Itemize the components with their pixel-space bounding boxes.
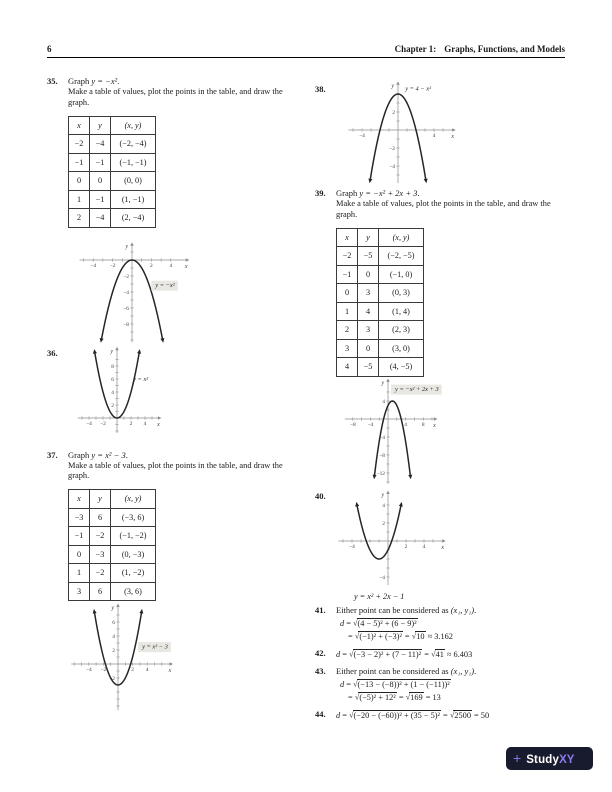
solution-line: d = √(−20 − (−60))² + (35 − 5)² = √2500 = 50 bbox=[336, 710, 490, 720]
graph-37 bbox=[68, 602, 305, 716]
svg-text:−2: −2 bbox=[109, 676, 115, 683]
solution-line: = √(−5)² + 12² = √169 = 13 bbox=[348, 692, 441, 702]
title-suffix: . bbox=[125, 449, 128, 460]
svg-text:8: 8 bbox=[421, 421, 425, 428]
problem-number: 35. bbox=[47, 76, 58, 86]
svg-text:x: x bbox=[168, 668, 172, 675]
svg-text:x: x bbox=[451, 134, 455, 140]
brand-text bbox=[526, 750, 574, 768]
problem-42-line bbox=[315, 648, 579, 661]
svg-text:4: 4 bbox=[111, 389, 114, 396]
title-prefix: Graph bbox=[336, 188, 360, 198]
graph-35 bbox=[76, 240, 305, 346]
intro-text bbox=[336, 605, 579, 616]
problem-39-title bbox=[315, 188, 579, 199]
svg-text:−4: −4 bbox=[359, 133, 365, 140]
svg-text:y = −x²: y = −x² bbox=[155, 281, 175, 289]
svg-text:x: x bbox=[441, 544, 445, 551]
svg-text:y: y bbox=[111, 605, 114, 612]
problem-number: 42. bbox=[315, 647, 326, 658]
svg-text:4: 4 bbox=[432, 133, 436, 140]
problem-number: 43. bbox=[315, 665, 326, 676]
svg-text:−4: −4 bbox=[85, 667, 92, 674]
problem-43 bbox=[315, 666, 579, 704]
problem-number: 40. bbox=[315, 490, 326, 501]
chapter-heading bbox=[395, 44, 565, 54]
svg-text:y: y bbox=[125, 243, 128, 250]
solution-line: d = √(4 − 5)² + (6 − 9)² bbox=[340, 618, 417, 628]
svg-text:4: 4 bbox=[143, 420, 147, 427]
svg-text:2: 2 bbox=[150, 262, 153, 269]
svg-text:2: 2 bbox=[111, 402, 114, 409]
problem-39 bbox=[315, 188, 579, 486]
svg-text:−4: −4 bbox=[379, 574, 385, 581]
svg-text:4: 4 bbox=[422, 543, 426, 550]
graph-36 bbox=[69, 346, 305, 436]
problem-number: 44. bbox=[315, 708, 326, 719]
problem-35 bbox=[47, 76, 305, 346]
svg-text:−4: −4 bbox=[379, 434, 385, 441]
problem-title-text bbox=[68, 76, 305, 87]
svg-text:−8: −8 bbox=[379, 452, 385, 459]
plus-icon: + bbox=[513, 750, 522, 766]
problem-number: 37. bbox=[47, 449, 58, 460]
title-equation: y = x² − 3 bbox=[91, 449, 126, 460]
svg-text:4: 4 bbox=[382, 502, 385, 509]
values-table-37: x y (x, y) −3 6 (−3, 6) −1 −2 (−1, −2) 0 −3 (0, −3) 1 −2 (1, −2) 3 6 (3, 6) bbox=[68, 489, 305, 601]
studyxy-logo bbox=[506, 747, 593, 770]
brand-xy: XY bbox=[559, 753, 575, 766]
intro-math: (x₁, y₁) bbox=[450, 665, 475, 676]
svg-text:2: 2 bbox=[404, 543, 408, 550]
svg-text:−8: −8 bbox=[349, 421, 356, 428]
problem-44 bbox=[315, 709, 579, 722]
intro-suffix: . bbox=[474, 604, 477, 615]
problem-40 bbox=[315, 489, 579, 602]
svg-text:y: y bbox=[391, 83, 394, 90]
svg-text:4: 4 bbox=[169, 262, 173, 269]
svg-text:2: 2 bbox=[129, 420, 133, 427]
brand-study: Study bbox=[526, 753, 560, 766]
left-column bbox=[47, 76, 305, 716]
title-suffix: . bbox=[417, 188, 420, 198]
svg-text:4: 4 bbox=[112, 634, 115, 641]
svg-text:y = 4 − x²: y = 4 − x² bbox=[405, 85, 432, 93]
chapter-label: Chapter 1: bbox=[394, 44, 437, 54]
intro-math: (x₁, y₁) bbox=[450, 604, 475, 615]
instruction-text: Make a table of values, plot the points in the table, and draw the graph. bbox=[68, 87, 283, 107]
problem-number: 36. bbox=[47, 347, 58, 358]
svg-text:−2: −2 bbox=[123, 273, 129, 280]
svg-text:y: y bbox=[110, 348, 113, 355]
problem-number: 39. bbox=[315, 188, 326, 198]
svg-text:6: 6 bbox=[111, 376, 114, 383]
page-number: 6 bbox=[47, 44, 52, 54]
svg-text:y: y bbox=[381, 492, 384, 499]
svg-text:2: 2 bbox=[392, 110, 395, 116]
svg-text:y: y bbox=[381, 379, 384, 386]
page-header bbox=[47, 44, 565, 58]
solution-line: = √(−1)² + (−3)² = √10 ≈ 3.162 bbox=[348, 631, 453, 641]
intro-prefix: Either point can be considered as bbox=[336, 604, 451, 615]
svg-text:−2: −2 bbox=[109, 262, 116, 269]
svg-text:x: x bbox=[433, 422, 436, 429]
problem-37-title bbox=[47, 450, 305, 461]
svg-text:4: 4 bbox=[382, 398, 385, 405]
problem-37 bbox=[47, 450, 305, 717]
problem-38 bbox=[315, 82, 579, 186]
chapter-title: Graphs, Functions, and Models bbox=[444, 44, 565, 54]
title-equation: y = −x² bbox=[91, 76, 118, 86]
svg-text:8: 8 bbox=[111, 363, 114, 370]
graph-40-equation: y = x² + 2x − 1 bbox=[354, 591, 405, 601]
graph-38 bbox=[346, 82, 579, 186]
problem-number: 38. bbox=[315, 84, 326, 94]
svg-text:−6: −6 bbox=[123, 305, 129, 312]
svg-text:−8: −8 bbox=[123, 321, 129, 328]
intro-suffix: . bbox=[474, 665, 477, 676]
title-prefix: Graph bbox=[68, 76, 92, 86]
problem-title-text bbox=[336, 188, 579, 199]
problem-44-line bbox=[315, 709, 579, 722]
problem-number: 41. bbox=[315, 604, 326, 615]
problem-title-text bbox=[68, 450, 305, 461]
svg-text:−2: −2 bbox=[100, 420, 106, 427]
svg-text:−12: −12 bbox=[376, 470, 385, 477]
svg-text:−4: −4 bbox=[389, 164, 395, 170]
values-table-35: x y (x, y) −2 −4 (−2, −4) −1 −1 (−1, −1) 0 0 (0, 0) 1 −1 (1, −1) 2 −4 (2, −4) bbox=[68, 116, 305, 228]
svg-text:−4: −4 bbox=[86, 420, 92, 427]
graph-39 bbox=[342, 378, 579, 486]
title-equation: y = −x² + 2x + 3 bbox=[359, 188, 418, 198]
instruction-text: Make a table of values, plot the points in the table, and draw the graph. bbox=[68, 460, 283, 481]
svg-text:y = x²: y = x² bbox=[133, 375, 149, 383]
svg-text:−4: −4 bbox=[349, 543, 355, 550]
svg-text:2: 2 bbox=[131, 667, 134, 674]
solution-line: d = √(−3 − 2)² + (7 − 11)² = √41 ≈ 6.403 bbox=[336, 649, 473, 659]
svg-text:−4: −4 bbox=[123, 289, 129, 296]
solution-line: d = √(−13 − (−8))² + (1 − (−11))² bbox=[340, 679, 450, 689]
values-table-39: x y (x, y) −2 −5 (−2, −5) −1 0 (−1, 0) 0 3 (0, 3) 1 4 (1, 4) 2 3 (2, 3) 3 0 (3, 0) 4 −5 (4, −5) bbox=[336, 228, 579, 377]
svg-text:−4: −4 bbox=[90, 262, 97, 269]
problem-41-intro bbox=[315, 605, 579, 616]
svg-text:−2: −2 bbox=[389, 146, 395, 152]
instruction-text: Make a table of values, plot the points in the table, and draw the graph. bbox=[336, 199, 551, 219]
svg-text:x: x bbox=[157, 421, 160, 428]
graph-40 bbox=[336, 489, 579, 589]
problem-42 bbox=[315, 648, 579, 661]
problem-36 bbox=[47, 346, 305, 436]
right-column bbox=[315, 76, 579, 722]
svg-text:6: 6 bbox=[112, 620, 115, 627]
intro-prefix: Either point can be considered as bbox=[336, 665, 451, 676]
title-prefix: Graph bbox=[68, 449, 92, 460]
intro-text bbox=[336, 666, 579, 677]
svg-text:2: 2 bbox=[112, 648, 115, 655]
svg-text:y = x² − 3: y = x² − 3 bbox=[142, 643, 168, 651]
svg-text:2: 2 bbox=[382, 520, 385, 527]
problem-43-intro bbox=[315, 666, 579, 677]
svg-text:−2: −2 bbox=[100, 667, 107, 674]
svg-text:4: 4 bbox=[145, 667, 149, 674]
svg-text:y = −x² + 2x + 3: y = −x² + 2x + 3 bbox=[395, 385, 439, 393]
title-suffix: . bbox=[117, 76, 120, 86]
svg-text:−4: −4 bbox=[367, 421, 374, 428]
svg-text:x: x bbox=[184, 263, 188, 270]
problem-41 bbox=[315, 605, 579, 643]
problem-35-title bbox=[47, 76, 305, 87]
svg-text:4: 4 bbox=[404, 421, 407, 428]
